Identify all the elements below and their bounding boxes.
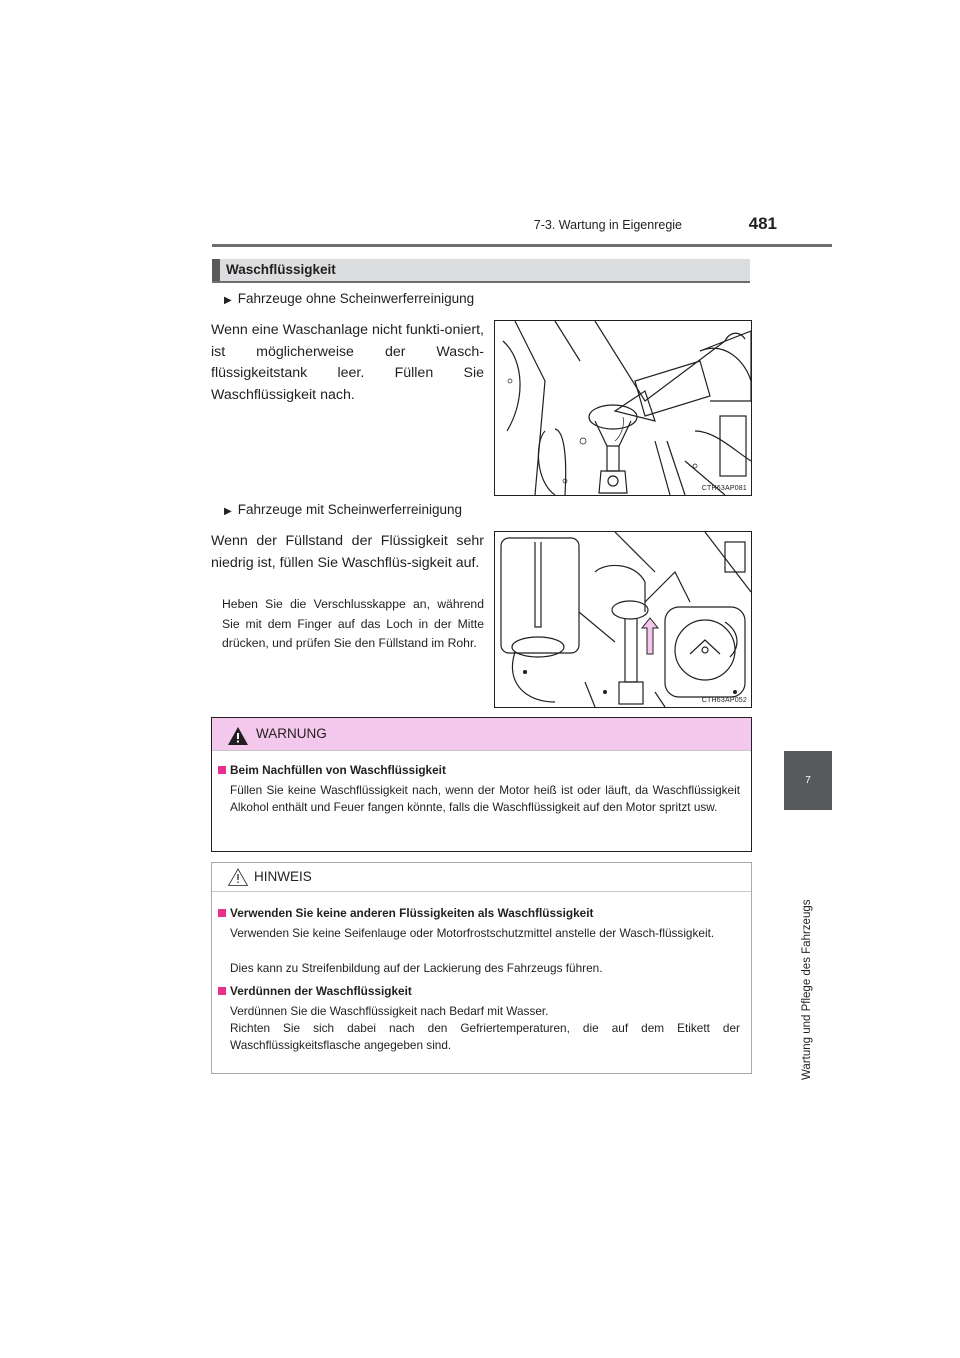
chapter-tab: 7 [784,751,832,810]
figure-label: CTH63AP052 [701,697,747,704]
warning-header [212,718,751,751]
triangle-bullet-icon: ▶ [224,506,232,517]
square-bullet-icon [218,766,226,774]
warning-item-heading: Beim Nachfüllen von Waschflüssigkeit [218,763,446,777]
bullet-label: Fahrzeuge ohne Scheinwerferreinigung [237,291,475,306]
notice-item-heading: Verdünnen der Waschflüssigkeit [218,984,412,998]
warning-item-text: Füllen Sie keine Waschflüssigkeit nach, wenn der Motor heiß ist oder läuft, da Waschflüssigkeit Alkohol enthält und Feuer fangen könnte, falls die Waschflüssigkeit auf den Motor spritzt usw. [230,783,740,814]
level-check-illustration [495,532,751,707]
warning-box [211,717,752,852]
figure-check-level [494,531,752,708]
refill-illustration [495,321,751,495]
instruction-paragraph: Wenn der Füllstand der Flüssigkeit sehr niedrig ist, füllen Sie Waschflüs-sigkeit auf. [211,533,484,571]
chapter-side-title: Wartung und Pflege des Fahrzeugs [801,899,813,1080]
triangle-bullet-icon: ▶ [224,295,232,306]
check-level-note: Heben Sie die Verschlusskappe an, während Sie mit dem Finger auf das Loch in der Mitte drücken, und prüfen Sie den Füllstand im Rohr. [222,597,484,650]
page-number: 481 [748,214,777,233]
bullet-with-headlamp-cleaner [224,502,462,517]
section-bar-accent [212,259,220,281]
notice-triangle-icon [228,868,248,886]
notice-title: HINWEIS [254,869,312,884]
bullet-without-headlamp-cleaner [224,291,474,306]
notice-box [211,862,752,1074]
header-section-title: 7-3. Wartung in Eigenregie [533,218,682,232]
header-rule [212,244,832,247]
square-bullet-icon [218,987,226,995]
square-bullet-icon [218,909,226,917]
figure-refill-funnel [494,320,752,496]
bullet-label: Fahrzeuge mit Scheinwerferreinigung [237,502,463,517]
instruction-paragraph: Wenn eine Waschanlage nicht funkti-oniert, ist möglicherweise der Wasch-flüssigkeitstank leer. Füllen Sie Waschflüssigkeit nach. [211,322,484,403]
notice-item-heading: Verwenden Sie keine anderen Flüssigkeiten als Waschflüssigkeit [218,906,593,920]
figure-label: CTH63AP081 [701,485,747,492]
section-title: Waschflüssigkeit [226,262,336,277]
notice-header [212,863,751,892]
notice-item-text: Richten Sie sich dabei nach den Gefriertemperaturen, die auf dem Etikett der Waschflüssigkeitsflasche angegeben sind. [230,1021,740,1052]
section-title-bar [212,259,750,283]
notice-item-text: Verwenden Sie keine Seifenlauge oder Motorfrostschutzmittel anstelle der Wasch-flüssigkeit. [230,926,715,940]
notice-item-text: Verdünnen Sie die Waschflüssigkeit nach Bedarf mit Wasser. [230,1004,549,1018]
warning-triangle-icon [228,727,248,745]
warning-title: WARNUNG [256,726,327,741]
notice-item-text: Dies kann zu Streifenbildung auf der Lackierung des Fahrzeugs führen. [230,961,603,975]
